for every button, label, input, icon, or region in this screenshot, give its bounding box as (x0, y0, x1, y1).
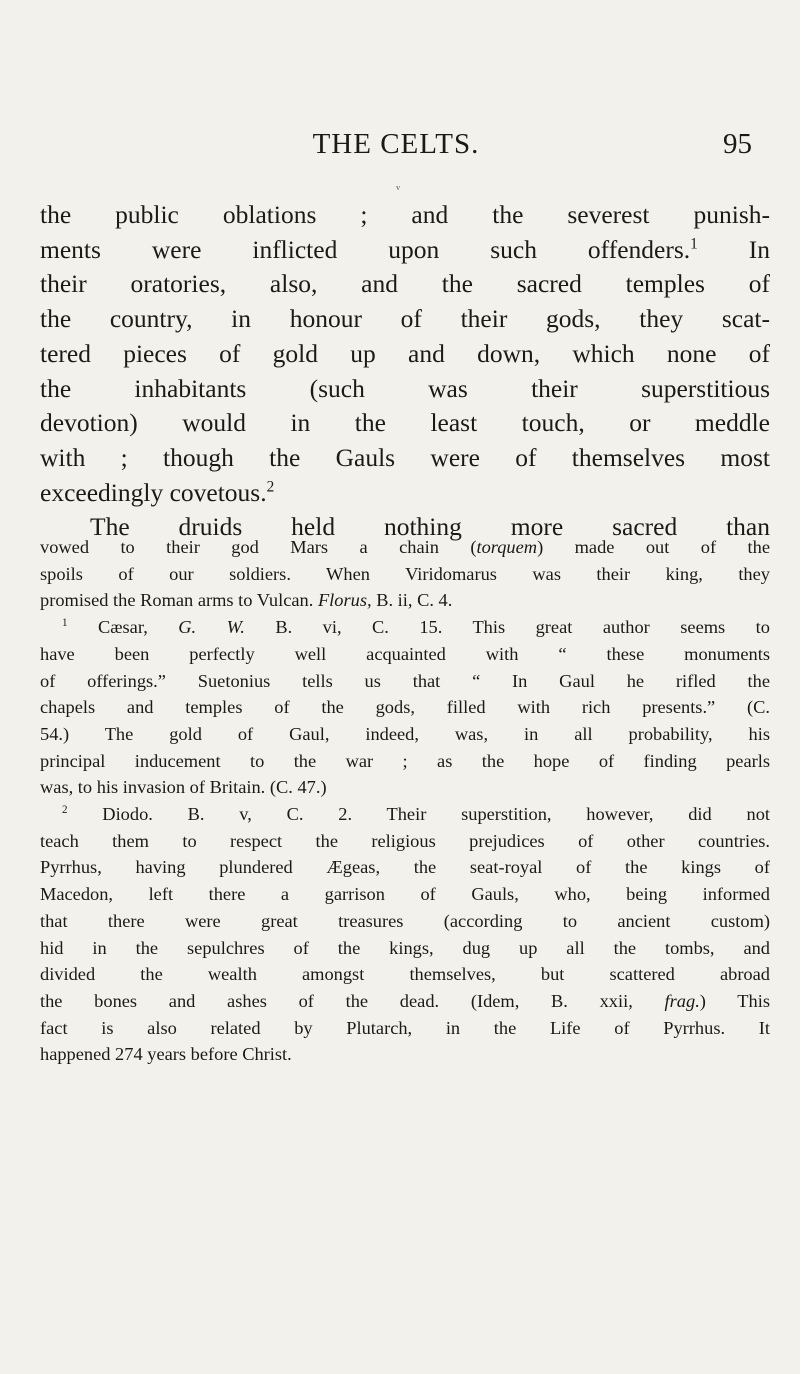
footnote-line: of offerings.” Suetonius tells us that “ In Gaul he rifled the (40, 670, 770, 691)
text-line: The druids held nothing more sacred than (90, 512, 770, 542)
text-line: with ; though the Gauls were of themselves most (40, 442, 770, 472)
main-text (40, 198, 770, 545)
footnote-line: divided the wealth amongst themselves, but scattered abroad (40, 964, 770, 985)
text-line: the inhabitants (such was their superstitious (40, 373, 770, 403)
text-line: the public oblations ; and the severest punish- (40, 200, 770, 229)
footnote-line: happened 274 years before Christ. (40, 1044, 292, 1065)
footnote-line: the bones and ashes of the dead. (Idem, B. xxii, frag.) This (40, 990, 770, 1011)
footnote-line: hid in the sepulchres of the kings, dug up all the tombs, and (40, 937, 770, 958)
footnote-line: 54.) The gold of Gaul, indeed, was, in all probability, his (40, 723, 770, 744)
footnote-line: teach them to respect the religious prejudices of other countries. (40, 830, 770, 851)
footnote-line: $^1$ Cæsar, G. W. B. vi, C. 15. This great author seems to (62, 616, 770, 638)
printer-mark: ᵛ (396, 183, 401, 198)
footnote-line: Macedon, left there a garrison of Gauls, who, being informed (40, 884, 770, 905)
footnote-line: spoils of our soldiers. When Viridomarus was their king, they (40, 563, 770, 584)
footnote-ref: 2 (266, 478, 275, 496)
text-line: ments were inflicted upon such offenders.$^1$ In (40, 234, 770, 264)
footnote-number: 2 (62, 803, 68, 816)
text-line: exceedingly covetous.$^2$ (40, 477, 275, 507)
footnote-line: chapels and temples of the gods, filled with rich presents.” (C. (40, 697, 770, 718)
text-line: tered pieces of gold up and down, which none of (40, 338, 770, 368)
page-number: 95 (723, 128, 752, 160)
page-header (40, 128, 752, 168)
footnote-line: $^2$ Diodo. B. v, C. 2. Their superstition, however, did not (62, 803, 770, 825)
footnotes (40, 534, 770, 1068)
text-line: their oratories, also, and the sacred temples of (40, 269, 770, 299)
footnote-ref: 1 (690, 235, 698, 253)
text-line: the country, in honour of their gods, they scat- (40, 304, 770, 334)
footnote-line: Pyrrhus, having plundered Ægeas, the seat-royal of the kings of (40, 857, 770, 878)
footnote-line: was, to his invasion of Britain. (C. 47.) (40, 777, 327, 798)
footnote-line: principal inducement to the war ; as the hope of finding pearls (40, 750, 770, 771)
footnote-line: that there were great treasures (according to ancient custom) (40, 910, 770, 931)
footnote-line: fact is also related by Plutarch, in the Life of Pyrrhus. It (40, 1017, 770, 1038)
running-title: THE CELTS. (312, 128, 480, 160)
footnote-line: promised the Roman arms to Vulcan. Florus, B. ii, C. 4. (40, 590, 453, 611)
footnote-line: have been perfectly well acquainted with “ these monuments (40, 643, 770, 664)
footnote-number: 1 (62, 616, 68, 629)
text-line: devotion) would in the least touch, or meddle (40, 408, 770, 438)
footnote-line: vowed to their god Mars a chain (torquem) made out of the (40, 537, 770, 557)
